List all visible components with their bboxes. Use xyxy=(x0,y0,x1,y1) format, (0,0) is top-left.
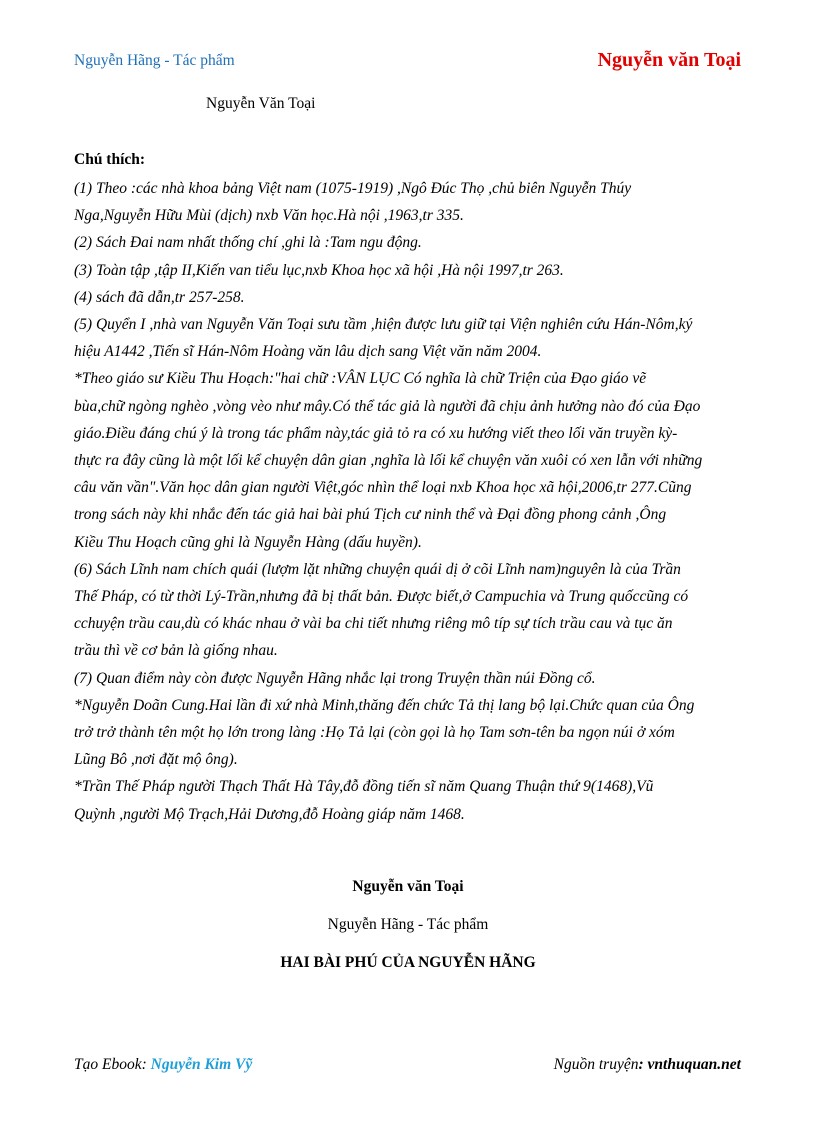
note-line: trong sách này khi nhắc đến tác giả hai bài phú Tịch cư ninh thể và Đại đồng phong cảnh ,Ông xyxy=(74,506,667,524)
note-line: Kiều Thu Hoạch cũng ghi là Nguyễn Hàng (dấu huyền). xyxy=(74,533,422,551)
footer-ebook-name: Nguyễn Kim Vỹ xyxy=(150,1056,253,1073)
footer-source-separator: : xyxy=(638,1056,648,1073)
note-line: (6) Sách Lĩnh nam chích quái (lượm lặt những chuyện quái dị ở cõi Lĩnh nam)nguyên là của Trần xyxy=(74,560,681,578)
note-line: trở trở thành tên một họ lớn trong làng :Họ Tả lại (còn gọi là họ Tam sơn-tên ba ngọn núi ở xóm xyxy=(74,724,675,742)
note-line: câu văn vần".Văn học dân gian người Việt,góc nhìn thể loại nxb Khoa học xã hội,2006,tr 277.Cũng xyxy=(74,479,692,497)
footer-source-credit xyxy=(554,1056,741,1074)
note-line: hiệu A1442 ,Tiến sĩ Hán-Nôm Hoàng văn lâu dịch sang Việt văn năm 2004. xyxy=(74,343,542,361)
closing-title: HAI BÀI PHÚ CỦA NGUYỄN HÃNG xyxy=(280,954,536,971)
note-line: Thế Pháp, có từ thời Lý-Trần,nhưng đã bị thất bản. Được biết,ở Campuchia và Trung quốccũng có xyxy=(74,588,689,606)
note-line: bùa,chữ ngòng nghèo ,vòng vèo như mây.Có thể tác giả là người đã chịu ảnh hưởng nào đó của Đạo xyxy=(74,397,701,415)
note-line: thực ra đây cũng là một lối kể chuyện dân gian ,nghĩa là lối kể chuyện văn xuôi có xen lẫn với những xyxy=(74,452,703,470)
notes-title: Chú thích: xyxy=(74,151,146,168)
footer-ebook-separator: : xyxy=(141,1056,151,1073)
note-line: (5) Quyển I ,nhà van Nguyễn Văn Toại sưu tầm ,hiện được lưu giữ tại Viện nghiên cứu Hán-Nôm,ký xyxy=(74,316,693,334)
note-line: *Trần Thế Pháp người Thạch Thất Hà Tây,đỗ đồng tiến sĩ năm Quang Thuận thứ 9(1468),Vũ xyxy=(74,778,654,796)
header-author: Nguyễn văn Toại xyxy=(597,49,741,71)
author-line: Nguyễn Văn Toại xyxy=(206,95,316,112)
notes-list xyxy=(74,175,746,828)
footer-ebook-label: Tạo Ebook xyxy=(74,1056,142,1073)
note-line: (2) Sách Đai nam nhất thống chí ,ghi là :Tam ngu động. xyxy=(74,234,422,252)
footer-ebook-credit xyxy=(74,1056,252,1074)
closing-subtitle: Nguyễn Hãng - Tác phẩm xyxy=(327,916,489,933)
note-line: Quỳnh ,người Mộ Trạch,Hải Dương,đỗ Hoàng giáp năm 1468. xyxy=(74,805,465,823)
note-line: (7) Quan điểm này còn được Nguyễn Hãng nhắc lại trong Truyện thần núi Đồng cổ. xyxy=(74,669,596,687)
note-line: trầu thì về cơ bản là giống nhau. xyxy=(74,642,278,660)
header-book-title: Nguyễn Hãng - Tác phẩm xyxy=(74,52,235,69)
note-line: *Nguyễn Doãn Cung.Hai lần đi xứ nhà Minh,thăng đến chức Tả thị lang bộ lại.Chức quan của Ông xyxy=(74,696,695,714)
note-line: cchuyện trầu cau,dù có khác nhau ở vài ba chi tiết nhưng riêng mô típ sự tích trầu cau và tục ăn xyxy=(74,615,673,633)
note-line: (4) sách đã dẫn,tr 257-258. xyxy=(74,288,245,306)
note-line: (1) Theo :các nhà khoa bảng Việt nam (1075-1919) ,Ngô Đúc Thọ ,chủ biên Nguyễn Thúy xyxy=(74,180,632,197)
note-line: Nga,Nguyễn Hữu Mùi (dịch) nxb Văn học.Hà nội ,1963,tr 335. xyxy=(74,207,464,225)
footer-source-site: vnthuquan.net xyxy=(647,1056,741,1073)
footer-source-label: Nguồn truyện xyxy=(553,1056,639,1073)
note-line: giáo.Điều đáng chú ý là trong tác phẩm này,tác giả tỏ ra có xu hướng viết theo lối văn truyền kỳ- xyxy=(74,424,678,442)
closing-author: Nguyễn văn Toại xyxy=(352,878,464,895)
note-line: (3) Toàn tập ,tập II,Kiến van tiểu lục,nxb Khoa học xã hội ,Hà nội 1997,tr 263. xyxy=(74,261,564,279)
note-line: Lũng Bô ,nơi đặt mộ ông). xyxy=(74,751,238,769)
note-line: *Theo giáo sư Kiều Thu Hoạch:"hai chữ :VÂN LỤC Có nghĩa là chữ Triện của Đạo giáo vẽ xyxy=(74,370,647,388)
